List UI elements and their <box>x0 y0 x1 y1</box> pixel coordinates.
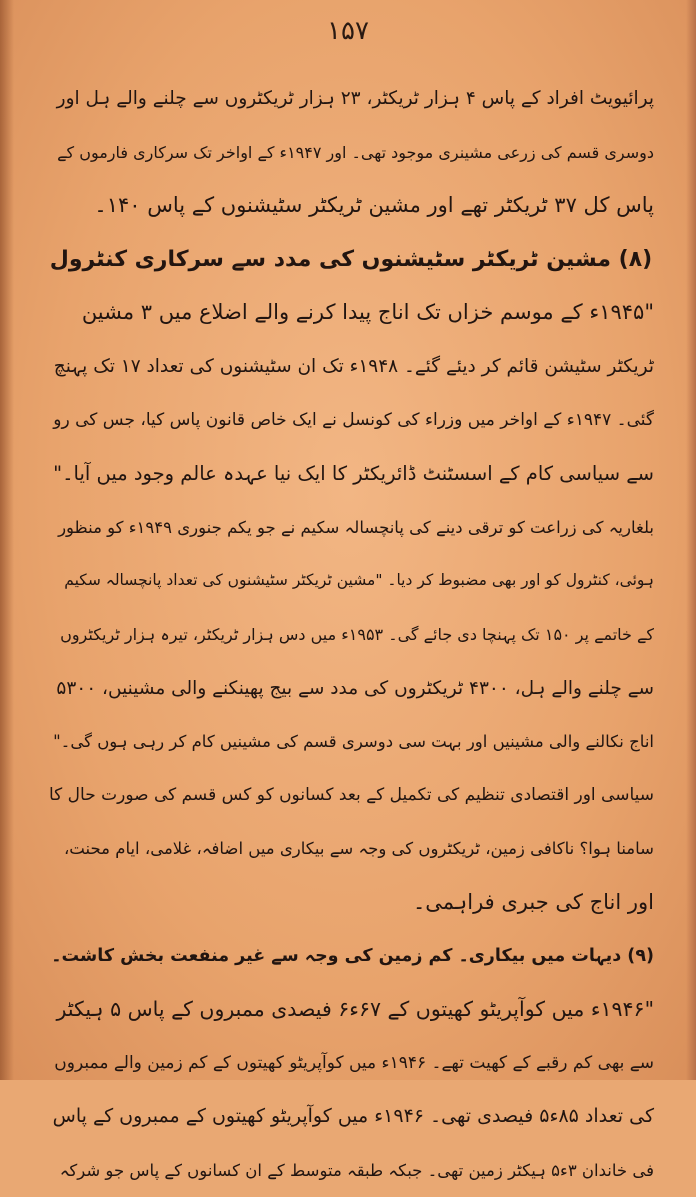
text-line: پرائیویٹ افراد کے پاس ۴ ہزار ٹریکٹر، ۲۳ ہزار ٹریکٹروں سے چلنے والے ہل اور <box>56 88 654 109</box>
text-line: سے چلنے والے ہل، ۴۳۰۰ ٹریکٹروں کی مدد سے بیج پھینکنے والی مشینیں، ۵۳۰۰ <box>56 677 654 699</box>
page-number: ۱۵۷ <box>327 16 369 46</box>
page-body-text <box>48 72 654 1197</box>
text-line: سے بھی کم رقبے کے کھیت تھے۔ ۱۹۴۶ء میں کوآپریٹو کھیتوں کے کم زمین والے ممبروں <box>54 1052 654 1073</box>
text-line: "۱۹۴۵ء کے موسم خزاں تک اناج پیدا کرنے والے اضلاع میں ۳ مشین <box>81 300 654 325</box>
page-edge-right <box>686 0 696 1080</box>
text-line: کی تعداد ۸۵ء۵ فیصدی تھی۔ ۱۹۴۶ء میں کوآپریٹو کھیتوں کے ممبروں کے پاس <box>52 1105 654 1128</box>
text-line: کے خاتمے پر ۱۵۰ تک پہنچا دی جائے گی۔ ۱۹۵۳ء میں دس ہزار ٹریکٹر، تیرہ ہزار ٹریکٹروں <box>60 624 654 644</box>
text-line: بلغاریہ کی زراعت کو ترقی دینے کی پانچسالہ سکیم نے جو یکم جنوری ۱۹۴۹ء کو منظور <box>58 517 654 537</box>
text-line: سے سیاسی کام کے اسسٹنٹ ڈائریکٹر کا ایک نیا عہدہ عالم وجود میں آیا۔" <box>53 462 654 486</box>
text-line: ہوئی، کنٹرول کو اور بھی مضبوط کر دیا۔ "مشین ٹریکٹر سٹیشنوں کی تعداد پانچسالہ سکیم <box>64 571 654 590</box>
text-line: سیاسی اور اقتصادی تنظیم کی تکمیل کے بعد کسانوں کو کس قسم کی صورت حال کا <box>48 784 654 805</box>
text-line: گئی۔ ۱۹۴۷ء کے اواخر میں وزراء کی کونسل نے ایک خاص قانون پاس کیا، جس کی رو <box>53 409 654 430</box>
section-heading: (۸) مشین ٹریکٹر سٹیشنوں کی مدد سے سرکاری کنٹرول <box>49 246 653 272</box>
text-line: پاس کل ۳۷ ٹریکٹر تھے اور مشین ٹریکٹر سٹیشنوں کے پاس ۱۴۰۔ <box>94 193 654 218</box>
text-line: "۱۹۴۶ء میں کوآپریٹو کھیتوں کے ۶۷ء۶ فیصدی ممبروں کے پاس ۵ ہیکٹر <box>56 997 654 1022</box>
text-line: سامنا ہوا؟ ناکافی زمین، ٹریکٹروں کی وجہ سے بیکاری میں اضافہ، غلامی، ایام محنت، <box>63 839 654 859</box>
section-heading: (۹) دیہات میں بیکاری۔ کم زمین کی وجہ سے غیر منفعت بخش کاشت۔ <box>51 945 654 966</box>
text-line: ٹریکٹر سٹیشن قائم کر دیئے گئے۔ ۱۹۴۸ء تک ان سٹیشنوں کی تعداد ۱۷ تک پہنچ <box>53 355 654 377</box>
text-line: اناج نکالنے والی مشینیں اور بہت سی دوسری قسم کی مشینیں کام کر رہی ہوں گی۔" <box>53 732 654 752</box>
text-line: اور اناج کی جبری فراہمی۔ <box>412 889 654 914</box>
page-edge-left <box>0 0 14 1080</box>
text-line: فی خاندان ۳ء۵ ہیکٹر زمین تھی۔ جبکہ طبقہ متوسط کے ان کسانوں کے پاس جو شرکہ <box>59 1160 654 1180</box>
text-line: دوسری قسم کی زرعی مشینری موجود تھی۔ اور ۱۹۴۷ء کے اواخر تک سرکاری فارموں کے <box>57 142 654 162</box>
